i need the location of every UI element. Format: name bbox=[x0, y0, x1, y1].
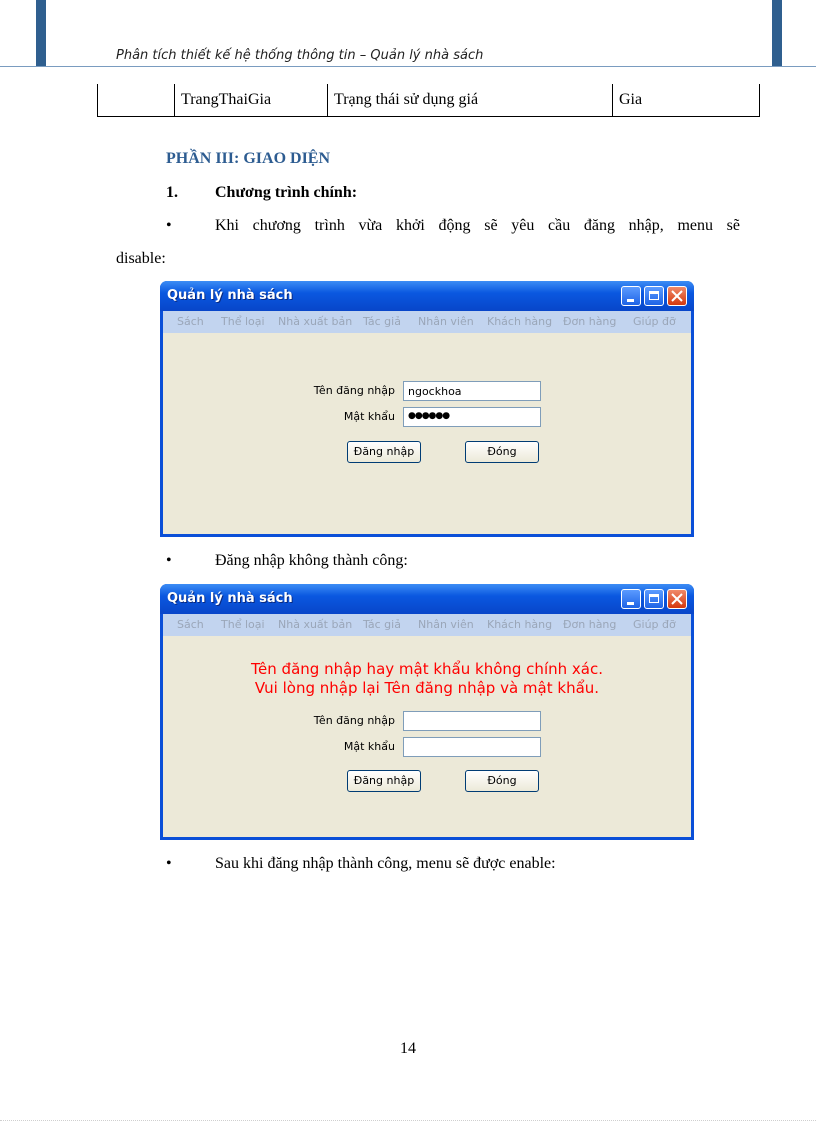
username-input[interactable]: ngockhoa bbox=[403, 381, 541, 401]
client-area bbox=[163, 333, 691, 534]
menu-item-khach-hang[interactable]: Khách hàng bbox=[487, 618, 553, 631]
subsection-title: Chương trình chính: bbox=[215, 184, 358, 201]
menu-item-giup-do[interactable]: Giúp đỡ bbox=[633, 315, 676, 328]
section-title: PHẦN III: GIAO DIỆN bbox=[166, 150, 331, 167]
error-message-line-2: Vui lòng nhập lại Tên đăng nhập và mật khẩu. bbox=[254, 679, 600, 697]
menu-bar bbox=[163, 614, 691, 636]
table-row bbox=[98, 84, 760, 117]
header-decor-right bbox=[772, 0, 782, 66]
error-message-line-1: Tên đăng nhập hay mật khẩu không chính xác. bbox=[251, 660, 603, 678]
close-icon bbox=[671, 290, 683, 302]
bullet-3-text: Sau khi đăng nhập thành công, menu sẽ được enable: bbox=[215, 855, 556, 872]
menu-item-nha-xuat-ban[interactable]: Nhà xuất bản bbox=[278, 315, 353, 328]
menu-item-sach[interactable]: Sách bbox=[177, 315, 204, 328]
subsection-heading bbox=[166, 184, 358, 202]
table-cell: Trạng thái sử dụng giá bbox=[328, 84, 613, 117]
bullet-1-text: Khi chương trình vừa khởi động sẽ yêu cầu đăng nhập, menu sẽ bbox=[215, 217, 740, 234]
page-number: 14 bbox=[400, 1040, 416, 1057]
menu-item-nhan-vien[interactable]: Nhân viên bbox=[418, 618, 474, 631]
minimize-button[interactable] bbox=[621, 286, 641, 306]
bullet-1-continuation: disable: bbox=[116, 250, 166, 267]
close-button[interactable]: Đóng bbox=[465, 441, 539, 463]
maximize-button[interactable] bbox=[644, 589, 664, 609]
login-window bbox=[160, 281, 694, 537]
window-title: Quản lý nhà sách bbox=[167, 591, 293, 606]
menu-item-nhan-vien[interactable]: Nhân viên bbox=[418, 315, 474, 328]
menu-item-khach-hang[interactable]: Khách hàng bbox=[487, 315, 553, 328]
menu-item-don-hang[interactable]: Đơn hàng bbox=[563, 618, 617, 631]
close-icon bbox=[671, 593, 683, 605]
window-title: Quản lý nhà sách bbox=[167, 288, 293, 303]
header-decor-left bbox=[36, 0, 46, 66]
menu-item-don-hang[interactable]: Đơn hàng bbox=[563, 315, 617, 328]
table-cell: Gia bbox=[613, 84, 760, 117]
menu-item-sach[interactable]: Sách bbox=[177, 618, 204, 631]
password-label: Mật khẩu bbox=[343, 410, 395, 423]
password-label: Mật khẩu bbox=[343, 740, 395, 753]
table-cell bbox=[98, 84, 175, 117]
menu-item-the-loai[interactable]: Thể loại bbox=[221, 618, 265, 631]
menu-item-the-loai[interactable]: Thể loại bbox=[221, 315, 265, 328]
bullet-symbol: • bbox=[166, 855, 172, 872]
username-label: Tên đăng nhập bbox=[313, 384, 395, 397]
login-button[interactable]: Đăng nhập bbox=[347, 770, 421, 792]
client-area bbox=[163, 636, 691, 837]
data-table bbox=[97, 84, 760, 117]
menu-item-tac-gia[interactable]: Tác giả bbox=[363, 618, 401, 631]
header-divider bbox=[0, 66, 816, 67]
close-button[interactable]: Đóng bbox=[465, 770, 539, 792]
title-bar bbox=[160, 281, 694, 311]
close-window-button[interactable] bbox=[667, 286, 687, 306]
bullet-symbol: • bbox=[166, 552, 172, 569]
table-cell: TrangThaiGia bbox=[175, 84, 328, 117]
login-error-window bbox=[160, 584, 694, 840]
footer-divider bbox=[0, 1120, 816, 1121]
menu-bar bbox=[163, 311, 691, 333]
running-header: Phân tích thiết kế hệ thống thông tin – Quản lý nhà sách bbox=[116, 48, 484, 63]
minimize-button[interactable] bbox=[621, 589, 641, 609]
maximize-button[interactable] bbox=[644, 286, 664, 306]
password-input[interactable] bbox=[403, 737, 541, 757]
title-bar bbox=[160, 584, 694, 614]
menu-item-nha-xuat-ban[interactable]: Nhà xuất bản bbox=[278, 618, 353, 631]
subsection-number: 1. bbox=[166, 184, 178, 201]
username-label: Tên đăng nhập bbox=[313, 714, 395, 727]
login-button[interactable]: Đăng nhập bbox=[347, 441, 421, 463]
bullet-symbol: • bbox=[166, 217, 172, 234]
close-window-button[interactable] bbox=[667, 589, 687, 609]
username-input[interactable] bbox=[403, 711, 541, 731]
menu-item-tac-gia[interactable]: Tác giả bbox=[363, 315, 401, 328]
bullet-2-text: Đăng nhập không thành công: bbox=[215, 552, 408, 569]
menu-item-giup-do[interactable]: Giúp đỡ bbox=[633, 618, 676, 631]
password-input[interactable]: ●●●●●● bbox=[403, 407, 541, 427]
